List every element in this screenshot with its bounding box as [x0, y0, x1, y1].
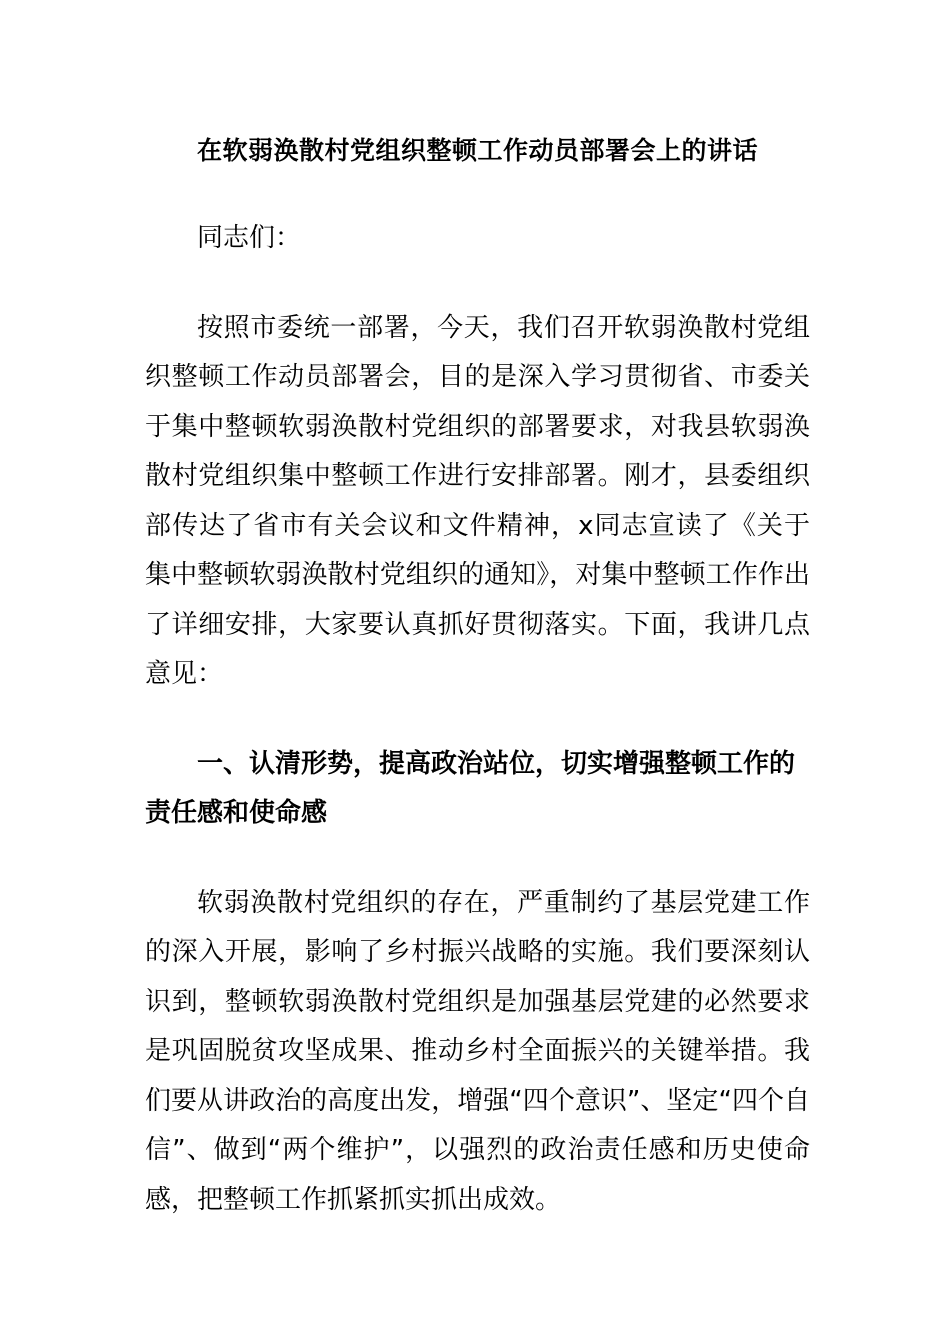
- section-heading-1: 一、认清形势，提高政治站位，切实增强整顿工作的责任感和使命感: [145, 748, 796, 828]
- document-title: 在软弱涣散村党组织整顿工作动员部署会上的讲话: [196, 136, 758, 165]
- paragraph-intro: 按照市委统一部署，今天，我们召开软弱涣散村党组织整顿工作动员部署会，目的是深入学习贯彻省、市委关于集中整顿软弱涣散村党组织的部署要求，对我县软弱涣散村党组织集中整顿工作进行安排部署。刚才，县委组织部传达了省市有关会议和文件精神，x同志宣读了《关于集中整顿软弱涣散村党组织的通知》，对集中整顿工作作出了详细安排，大家要认真抓好贯彻落实。下面，我讲几点意见：: [145, 312, 810, 689]
- greeting: 同志们：: [197, 223, 302, 253]
- paragraph-section-1: 软弱涣散村党组织的存在，严重制约了基层党建工作的深入开展，影响了乡村振兴战略的实施。我们要深刻认识到，整顿软弱涣散村党组织是加强基层党建的必然要求是巩固脱贫攻坚成果、推动乡村全面振兴的关键举措。我们要从讲政治的高度出发，增强“四个意识”、坚定“四个自信”、做到“两个维护”，以强烈的政治责任感和历史使命感，把整顿工作抓紧抓实抓出成效。: [145, 887, 810, 1215]
- document-page: [145, 128, 810, 1265]
